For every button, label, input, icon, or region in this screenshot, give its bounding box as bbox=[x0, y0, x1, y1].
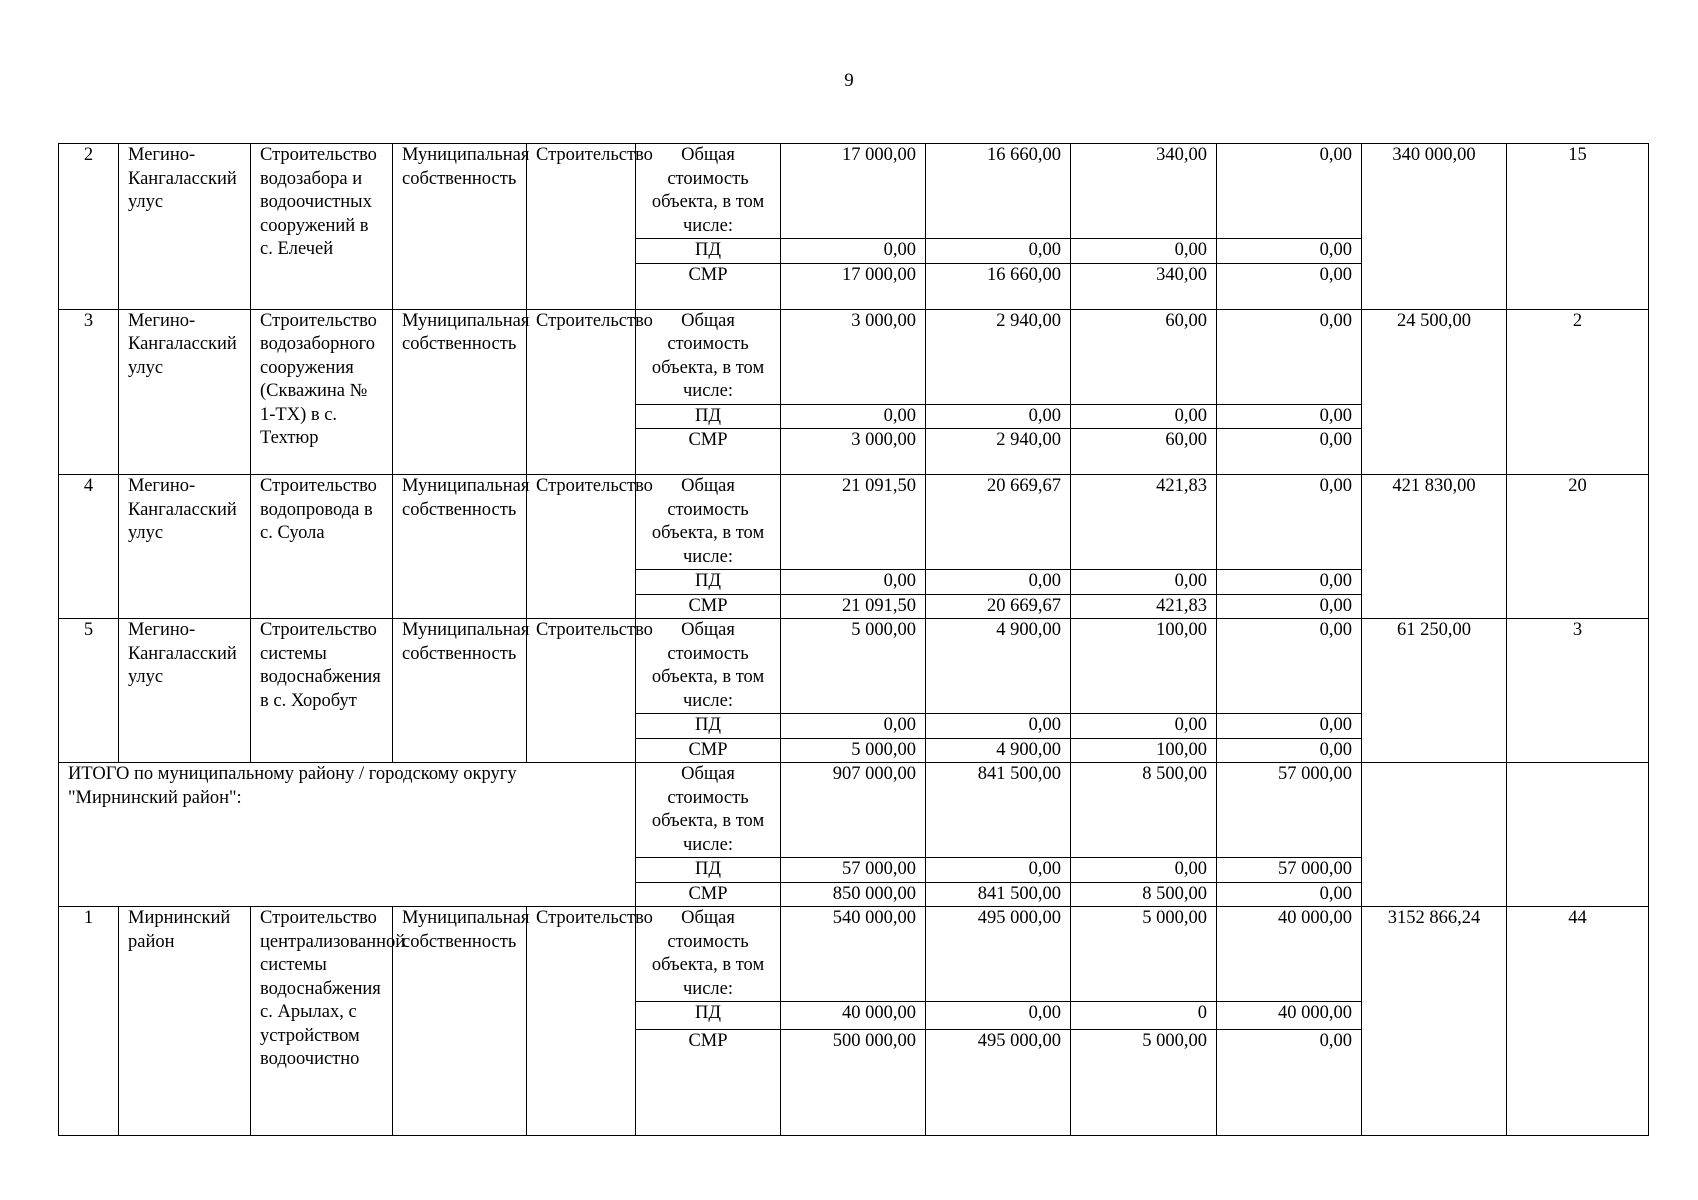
pd-label: ПД bbox=[636, 570, 781, 595]
territory-cell: Мирнинский район bbox=[119, 907, 251, 1136]
pd-label: ПД bbox=[636, 1002, 781, 1030]
table-row bbox=[59, 763, 1649, 858]
value-cell: 100,00 bbox=[1071, 738, 1217, 763]
row-number: 5 bbox=[59, 619, 119, 763]
value-cell: 5 000,00 bbox=[1071, 1030, 1217, 1136]
value-cell: 57 000,00 bbox=[1217, 763, 1362, 858]
object-cell: Строительство централизованной системы водоснабжения с. Арылах, с устройством водоочистно bbox=[251, 907, 393, 1136]
count-cell bbox=[1507, 763, 1649, 907]
value-cell: 850 000,00 bbox=[781, 882, 926, 907]
value-cell: 4 900,00 bbox=[926, 619, 1071, 714]
value-cell: 500 000,00 bbox=[781, 1030, 926, 1136]
value-cell: 0,00 bbox=[1071, 239, 1217, 264]
table-row bbox=[59, 309, 1649, 404]
value-cell: 0,00 bbox=[1217, 144, 1362, 239]
value-cell: 0,00 bbox=[1217, 239, 1362, 264]
count-cell: 2 bbox=[1507, 309, 1649, 475]
value-cell: 57 000,00 bbox=[781, 858, 926, 883]
value-cell: 907 000,00 bbox=[781, 763, 926, 858]
smr-label: СМР bbox=[636, 738, 781, 763]
value-cell: 17 000,00 bbox=[781, 144, 926, 239]
value-cell: 0,00 bbox=[1071, 858, 1217, 883]
value-cell: 495 000,00 bbox=[926, 907, 1071, 1002]
pd-label: ПД bbox=[636, 858, 781, 883]
value-cell: 60,00 bbox=[1071, 309, 1217, 404]
table-row bbox=[59, 475, 1649, 570]
value-cell: 0,00 bbox=[1217, 263, 1362, 309]
value-cell: 540 000,00 bbox=[781, 907, 926, 1002]
value-cell: 16 660,00 bbox=[926, 263, 1071, 309]
value-cell: 0,00 bbox=[1217, 429, 1362, 475]
territory-cell: Мегино-Кангаласский улус bbox=[119, 144, 251, 310]
value-cell: 0,00 bbox=[1217, 594, 1362, 619]
value-cell: 5 000,00 bbox=[781, 619, 926, 714]
value-cell: 100,00 bbox=[1071, 619, 1217, 714]
value-cell: 60,00 bbox=[1071, 429, 1217, 475]
value-cell: 16 660,00 bbox=[926, 144, 1071, 239]
value-cell: 21 091,50 bbox=[781, 594, 926, 619]
value-cell: 0,00 bbox=[1217, 882, 1362, 907]
value-cell: 8 500,00 bbox=[1071, 763, 1217, 858]
value-cell: 0,00 bbox=[926, 570, 1071, 595]
amount-cell bbox=[1362, 763, 1507, 907]
total-label: Общая стоимость объекта, в том числе: bbox=[636, 475, 781, 570]
value-cell: 0,00 bbox=[1217, 1030, 1362, 1136]
smr-label: СМР bbox=[636, 882, 781, 907]
value-cell: 0,00 bbox=[926, 1002, 1071, 1030]
page-number: 9 bbox=[844, 70, 854, 91]
value-cell: 0,00 bbox=[781, 570, 926, 595]
amount-cell: 421 830,00 bbox=[1362, 475, 1507, 619]
value-cell: 5 000,00 bbox=[1071, 907, 1217, 1002]
pd-label: ПД bbox=[636, 239, 781, 264]
object-cell: Строительство системы водоснабжения в с. Хоробут bbox=[251, 619, 393, 763]
value-cell: 0,00 bbox=[926, 404, 1071, 429]
value-cell: 0 bbox=[1071, 1002, 1217, 1030]
total-label: Общая стоимость объекта, в том числе: bbox=[636, 619, 781, 714]
total-label: Общая стоимость объекта, в том числе: bbox=[636, 907, 781, 1002]
work-type-cell: Строительство bbox=[527, 907, 636, 1136]
count-cell: 15 bbox=[1507, 144, 1649, 310]
pd-label: ПД bbox=[636, 404, 781, 429]
value-cell: 0,00 bbox=[1217, 738, 1362, 763]
value-cell: 40 000,00 bbox=[1217, 907, 1362, 1002]
ownership-cell: Муниципальная собственность bbox=[393, 144, 527, 310]
row-number: 4 bbox=[59, 475, 119, 619]
value-cell: 0,00 bbox=[1217, 404, 1362, 429]
value-cell: 0,00 bbox=[926, 239, 1071, 264]
count-cell: 20 bbox=[1507, 475, 1649, 619]
object-cell: Строительство водозабора и водоочистных сооружений в с. Елечей bbox=[251, 144, 393, 310]
value-cell: 0,00 bbox=[1071, 570, 1217, 595]
ownership-cell: Муниципальная собственность bbox=[393, 907, 527, 1136]
smr-label: СМР bbox=[636, 263, 781, 309]
table-row bbox=[59, 619, 1649, 714]
count-cell: 3 bbox=[1507, 619, 1649, 763]
table-row bbox=[59, 144, 1649, 239]
ownership-cell: Муниципальная собственность bbox=[393, 309, 527, 475]
value-cell: 495 000,00 bbox=[926, 1030, 1071, 1136]
value-cell: 3 000,00 bbox=[781, 309, 926, 404]
row-number: 1 bbox=[59, 907, 119, 1136]
value-cell: 841 500,00 bbox=[926, 882, 1071, 907]
itogo-label: ИТОГО по муниципальному району / городскому округу "Мирнинский район": bbox=[59, 763, 636, 907]
smr-label: СМР bbox=[636, 594, 781, 619]
ownership-cell: Муниципальная собственность bbox=[393, 619, 527, 763]
amount-cell: 340 000,00 bbox=[1362, 144, 1507, 310]
value-cell: 0,00 bbox=[1217, 309, 1362, 404]
value-cell: 421,83 bbox=[1071, 475, 1217, 570]
work-type-cell: Строительство bbox=[527, 144, 636, 310]
smr-label: СМР bbox=[636, 429, 781, 475]
work-type-cell: Строительство bbox=[527, 619, 636, 763]
value-cell: 21 091,50 bbox=[781, 475, 926, 570]
value-cell: 40 000,00 bbox=[1217, 1002, 1362, 1030]
row-number: 2 bbox=[59, 144, 119, 310]
value-cell: 0,00 bbox=[781, 404, 926, 429]
value-cell: 57 000,00 bbox=[1217, 858, 1362, 883]
value-cell: 20 669,67 bbox=[926, 594, 1071, 619]
value-cell: 340,00 bbox=[1071, 144, 1217, 239]
ownership-cell: Муниципальная собственность bbox=[393, 475, 527, 619]
value-cell: 2 940,00 bbox=[926, 309, 1071, 404]
amount-cell: 3152 866,24 bbox=[1362, 907, 1507, 1136]
table-row bbox=[59, 907, 1649, 1002]
amount-cell: 24 500,00 bbox=[1362, 309, 1507, 475]
value-cell: 0,00 bbox=[1071, 404, 1217, 429]
value-cell: 8 500,00 bbox=[1071, 882, 1217, 907]
value-cell: 841 500,00 bbox=[926, 763, 1071, 858]
value-cell: 0,00 bbox=[781, 239, 926, 264]
total-label: Общая стоимость объекта, в том числе: bbox=[636, 144, 781, 239]
smr-label: СМР bbox=[636, 1030, 781, 1136]
value-cell: 5 000,00 bbox=[781, 738, 926, 763]
territory-cell: Мегино-Кангаласский улус bbox=[119, 309, 251, 475]
pd-label: ПД bbox=[636, 714, 781, 739]
value-cell: 421,83 bbox=[1071, 594, 1217, 619]
row-number: 3 bbox=[59, 309, 119, 475]
object-cell: Строительство водопровода в с. Суола bbox=[251, 475, 393, 619]
total-label: Общая стоимость объекта, в том числе: bbox=[636, 309, 781, 404]
value-cell: 0,00 bbox=[926, 714, 1071, 739]
work-type-cell: Строительство bbox=[527, 475, 636, 619]
value-cell: 0,00 bbox=[1217, 619, 1362, 714]
amount-cell: 61 250,00 bbox=[1362, 619, 1507, 763]
value-cell: 0,00 bbox=[926, 858, 1071, 883]
budget-table bbox=[58, 143, 1649, 1136]
count-cell: 44 bbox=[1507, 907, 1649, 1136]
value-cell: 0,00 bbox=[781, 714, 926, 739]
total-label: Общая стоимость объекта, в том числе: bbox=[636, 763, 781, 858]
value-cell: 340,00 bbox=[1071, 263, 1217, 309]
territory-cell: Мегино-Кангаласский улус bbox=[119, 619, 251, 763]
object-cell: Строительство водозаборного сооружения (Скважина № 1-ТХ) в с. Техтюр bbox=[251, 309, 393, 475]
value-cell: 20 669,67 bbox=[926, 475, 1071, 570]
value-cell: 17 000,00 bbox=[781, 263, 926, 309]
value-cell: 2 940,00 bbox=[926, 429, 1071, 475]
work-type-cell: Строительство bbox=[527, 309, 636, 475]
value-cell: 0,00 bbox=[1071, 714, 1217, 739]
value-cell: 0,00 bbox=[1217, 714, 1362, 739]
value-cell: 40 000,00 bbox=[781, 1002, 926, 1030]
value-cell: 3 000,00 bbox=[781, 429, 926, 475]
value-cell: 0,00 bbox=[1217, 475, 1362, 570]
territory-cell: Мегино-Кангаласский улус bbox=[119, 475, 251, 619]
value-cell: 0,00 bbox=[1217, 570, 1362, 595]
value-cell: 4 900,00 bbox=[926, 738, 1071, 763]
